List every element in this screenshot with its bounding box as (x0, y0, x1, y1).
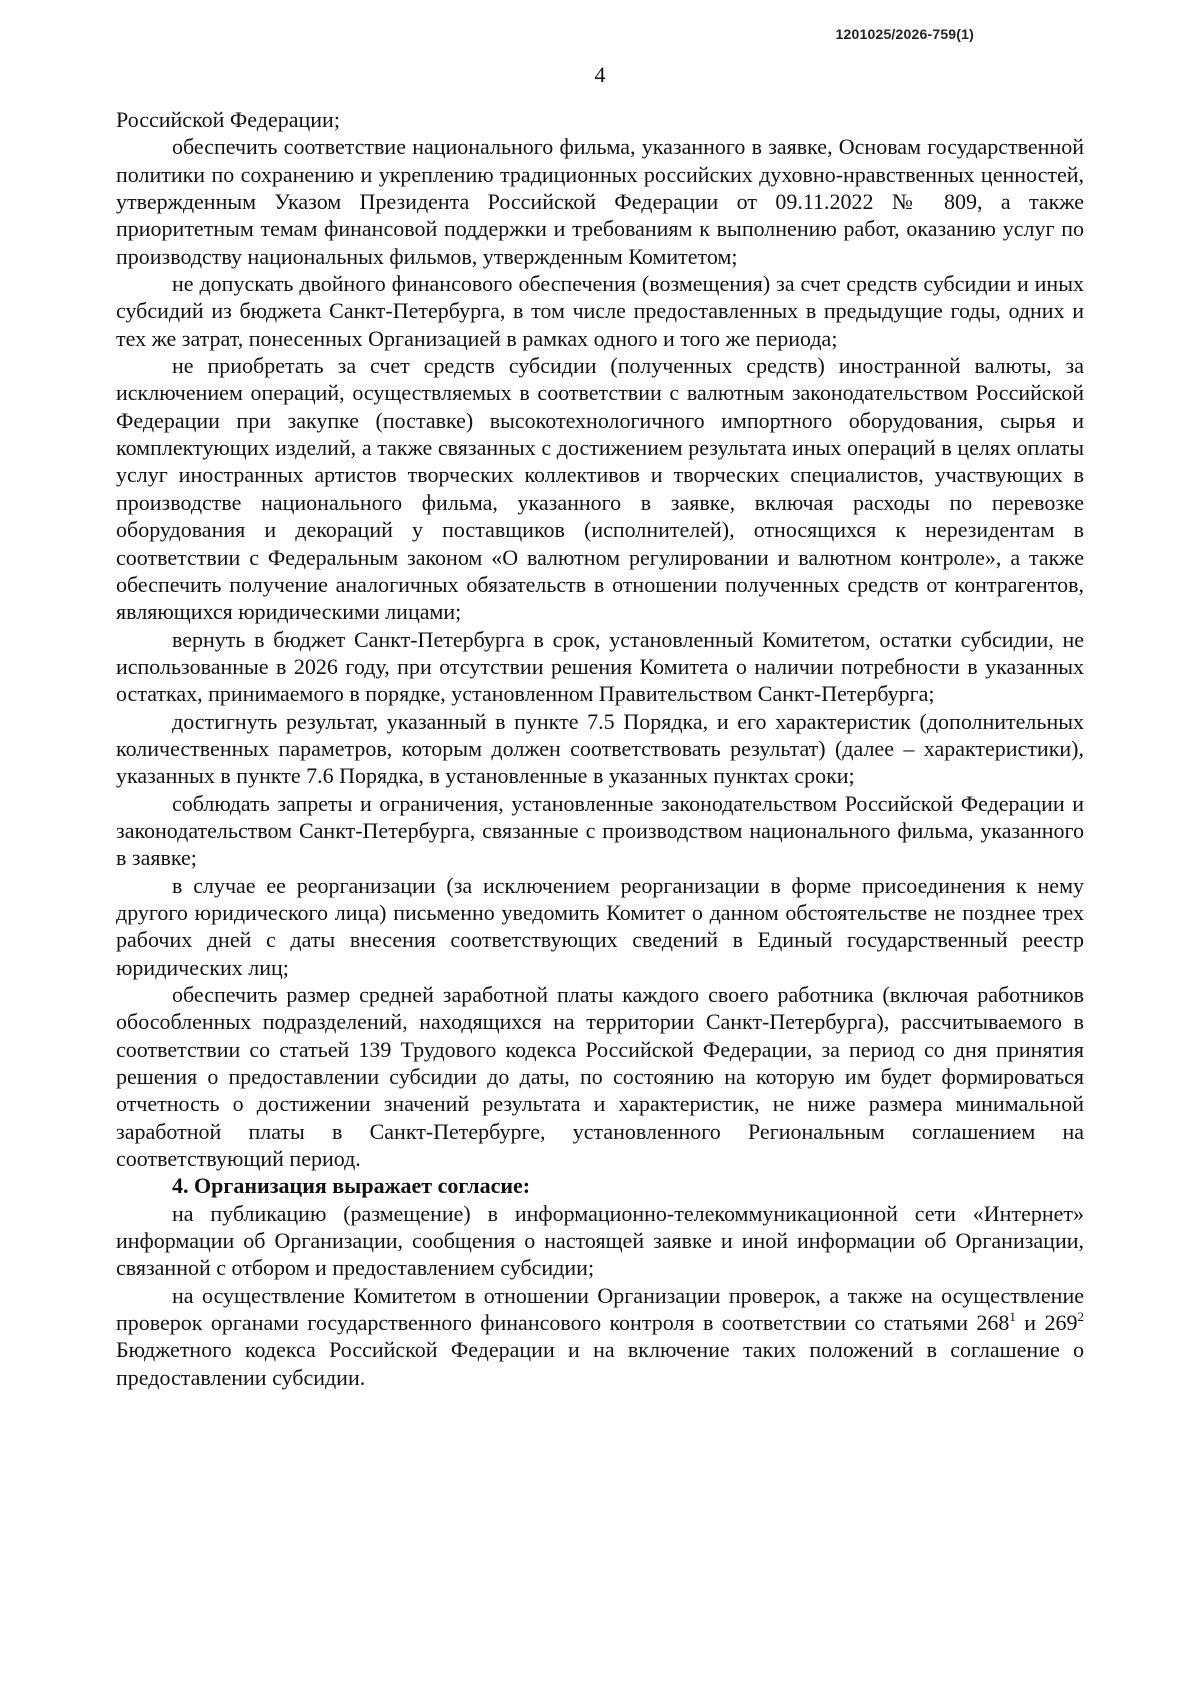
inspection-text-part-1: на осуществление Комитетом в отношении Организации проверок, а также на осуществление проверок органами государственного финансового контроля в соответствии со статьями 268 (116, 1282, 1084, 1336)
paragraph-reorganization-notice: в случае ее реорганизации (за исключением реорганизации в форме присоединения к нему другого юридического лица) письменно уведомить Комитет о данном обстоятельстве не позднее трех рабочих дней с даты внесения соответствующих сведений в Единый государственный реестр юридических лиц; (116, 872, 1084, 980)
document-registration-number: 1201025/2026-759(1) (835, 26, 974, 42)
paragraph-inspection-consent (116, 1282, 1084, 1391)
paragraph-minimum-wage: обеспечить размер средней заработной платы каждого своего работника (включая работников обособленных подразделений, находящихся на территории Санкт-Петербурга), рассчитываемого в соответствии со статьей 139 Трудового кодекса Российской Федерации, за период со дня принятия решения о предоставлении субсидии до даты, по состоянию на которую им будет формироваться отчетность о достижении значений результата и характеристик, не ниже размера минимальной заработной платы в Санкт-Петербурге, установленного Региональным соглашением на соответствующий период. (116, 982, 1084, 1172)
paragraph-publication-consent: на публикацию (размещение) в информационно-телекоммуникационной сети «Интернет» информации об Организации, сообщения о настоящей заявке и иной информации об Организации, связанной с отбором и предоставлением субсидии; (116, 1200, 1084, 1281)
paragraph-national-film-compliance: обеспечить соответствие национального фильма, указанного в заявке, Основам государственной политики по сохранению и укреплению традиционных российских духовно-нравственных ценностей, утвержденным Указом Президента Российской Федерации от 09.11.2022 № 809, а также приоритетным темам финансовой поддержки и требованиям к выполнению работ, оказанию услуг по производству национальных фильмов, утвержденным Комитетом; (116, 134, 1084, 269)
paragraph-no-double-financing: не допускать двойного финансового обеспечения (возмещения) за счет средств субсидии и иных субсидий из бюджета Санкт-Петербурга, в том числе предоставленных в предыдущие годы, одних и тех же затрат, понесенных Организацией в рамках одного и того же периода; (116, 271, 1084, 351)
paragraph-return-remainder: вернуть в бюджет Санкт-Петербурга в срок, установленный Комитетом, остатки субсидии, не использованные в 2026 году, при отсутствии решения Комитета о наличии потребности в указанных остатках, принимаемого в порядке, установленном Правительством Санкт-Петербурга; (116, 626, 1084, 707)
section-heading-consent: 4. Организация выражает согласие: (172, 1173, 531, 1199)
superscript-1: 1 (1009, 1309, 1016, 1325)
superscript-2: 2 (1077, 1309, 1084, 1325)
paragraph-continuation: Российской Федерации; (116, 107, 340, 132)
paragraph-achieve-result: достигнуть результат, указанный в пункте 7.5 Порядка, и его характеристик (дополнительных количественных параметров, которым должен соответствовать результат) (далее – характеристики), указанных в пункте 7.6 Порядка, в установленные в указанных пунктах сроки; (116, 708, 1084, 789)
document-body (116, 106, 1084, 1391)
paragraph-foreign-currency: не приобретать за счет средств субсидии (полученных средств) иностранной валюты, за исключением операций, осуществляемых в соответствии с валютным законодательством Российской Федерации при закупке (поставке) высокотехнологичного импортного оборудования, сырья и комплектующих изделий, а также связанных с достижением результата иных операций в целях оплаты услуг иностранных артистов творческих коллективов и творческих специалистов, участвующих в производстве национального фильма, указанного в заявке, включая расходы по перевозке оборудования и декораций у поставщиков (исполнителей), относящихся к нерезидентам в соответствии с Федеральным законом «О валютном регулировании и валютном контроле», а также обеспечить получение аналогичных обязательств в отношении полученных средств от контрагентов, являющихся юридическими лицами; (116, 353, 1084, 625)
paragraph-comply-restrictions: соблюдать запреты и ограничения, установленные законодательством Российской Федерации и законодательством Санкт-Петербурга, связанные с производством национального фильма, указанного в заявке; (116, 790, 1084, 871)
inspection-text-part-2: и 269 (1015, 1310, 1078, 1336)
page-number: 4 (594, 62, 606, 87)
inspection-text-part-3: Бюджетного кодекса Российской Федерации и на включение таких положений в соглашение о предоставлении субсидии. (116, 1337, 1084, 1390)
